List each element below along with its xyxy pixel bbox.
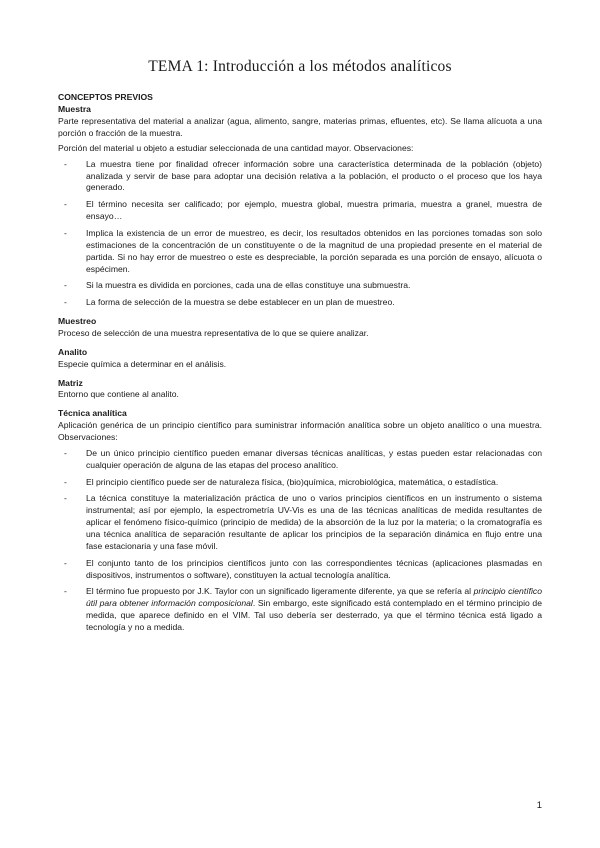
dash-marker: - [64,297,67,308]
term-analito: Analito [58,346,88,357]
list-item-text: El término necesita ser calificado; por ejemplo, muestra global, muestra primaria, muestra a granel, muestra de ensayo… [86,199,542,222]
list-item [58,199,542,223]
dash-marker: - [64,280,67,291]
dash-marker: - [64,158,67,169]
dash-marker: - [64,199,67,210]
list-item [58,477,542,489]
term-tecnica-analitica: Técnica analítica [58,408,127,419]
list-item [58,586,542,633]
muestra-intro: Porción del material u objeto a estudiar seleccionada de una cantidad mayor. Observaciones: [58,142,414,153]
term-muestreo: Muestreo [58,316,97,327]
list-item-text: El principio científico puede ser de naturaleza física, (bio)química, microbiológica, matemática, o estadística. [86,476,499,487]
list-item [58,297,542,309]
list-item-text: Implica la existencia de un error de muestreo, es decir, los resultados obtenidos en las porciones tomadas son solo estimaciones de la concentración de un constituyente o de la magnitud de una propiedad presente en el material de partida. Si no hay error de muestreo o este es despreciable, la porción separada es una porción de ensayo, alícuota o espécimen. [86,227,542,274]
list-item-text: La técnica constituye la materialización práctica de uno o varios principios científicos en un instrumento o sistema instrumental; así por ejemplo, la espectrometría UV-Vis es una de las técnicas analíticas de medida resultantes de aplicar el fenómeno físico-químico (principio de medida) de la absorción de la luz por la materia; o la cromatografía es una técnica analítica de separación resultante de aplicar los principios de la separación dinámica en flujo entre una fase estacionaria y una fase móvil. [86,493,542,551]
muestreo-definition: Proceso de selección de una muestra representativa de lo que se quiere analizar. [58,327,369,338]
section-heading: CONCEPTOS PREVIOS [58,92,153,103]
list-item-text-part1: El término fue propuesto por J.K. Taylor con un significado ligeramente diferente, ya que se refería al [86,586,474,597]
list-item [58,159,542,195]
analito-definition: Especie química a determinar en el análisis. [58,358,227,369]
list-item-text: El conjunto tanto de los principios científicos junto con las correspondientes técnicas (aplicaciones plasmadas en dispositivos, instrumentos o software), constituyen la actual tecnología analítica. [86,557,542,580]
list-item-text-italic: principio científico útil para obtener información composicional [86,586,542,609]
dash-marker: - [64,476,67,487]
list-item [58,493,542,552]
page-number: 1 [536,800,542,811]
list-item-text-part2: . Sin embargo, este significado está contemplado en el término principio de medida, que aparece definido en el VIM. Tal uso debería ser desterrado, ya que el término técnica está ligado a tecnología y no a medida. [86,598,542,633]
list-item [58,558,542,582]
tecnica-definition: Aplicación genérica de un principio científico para suministrar información analítica sobre un objeto analítico o una muestra. Observaciones: [58,420,542,442]
page-title: TEMA 1: Introducción a los métodos analíticos [148,58,452,75]
term-matriz: Matriz [58,377,83,388]
list-item-text: La muestra tiene por finalidad ofrecer información sobre una característica determinada de la población (objeto) analizada y servir de base para adoptar una decisión relativa a la población, el producto o el proceso que los haya generado. [86,158,542,193]
list-item [58,228,542,275]
tecnica-observations-list [58,448,542,634]
dash-marker: - [64,586,67,597]
muestra-observations-list [58,159,542,309]
dash-marker: - [64,447,67,458]
list-item-text: De un único principio científico pueden emanar diversas técnicas analíticas, y estas pueden estar relacionadas con cualquier operación de alguna de las etapas del proceso analítico. [86,447,542,470]
list-item-text: La forma de selección de la muestra se debe establecer en un plan de muestreo. [86,297,395,308]
dash-marker: - [64,227,67,238]
muestra-definition: Parte representativa del material a analizar (agua, alimento, sangre, materias primas, efluentes, etc). Se llama alícuota a una porción o fracción de la muestra. [58,116,542,138]
matriz-definition: Entorno que contiene al analito. [58,389,179,400]
dash-marker: - [64,493,67,504]
list-item [58,448,542,472]
term-muestra: Muestra [58,104,91,115]
dash-marker: - [64,557,67,568]
list-item-text: Si la muestra es dividida en porciones, cada una de ellas constituye una submuestra. [86,280,411,291]
list-item [58,280,542,292]
